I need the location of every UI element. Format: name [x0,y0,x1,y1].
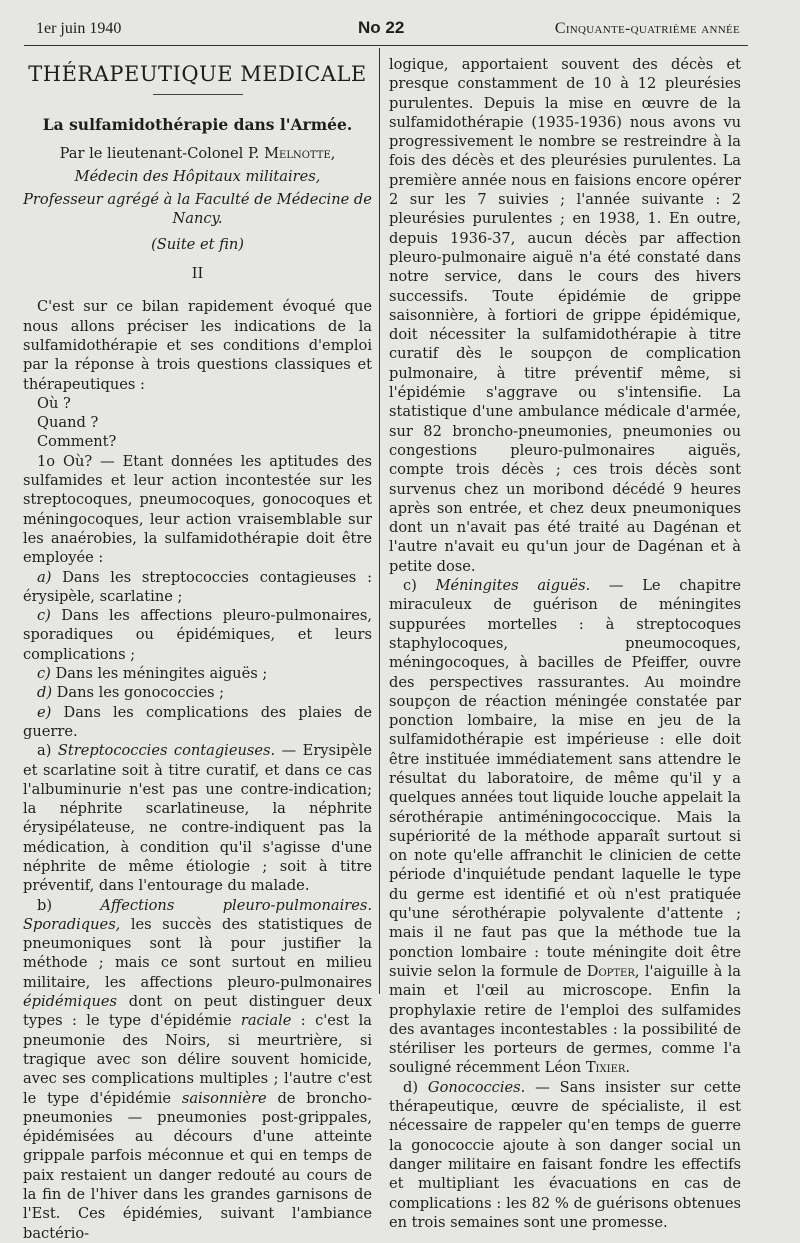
paragraph: a) Streptococcies contagieuses. — Erysipèle et scarlatine soit à titre curatif, et dans ce cas l'albuminurie n'est pas une contre-indication; la néphrite scarlatineuse, la néphrite érysipélateuse, ne contre-indiquent pas la médication, à condition qu'il s'agisse d'une néphrite de même étiologie ; soit à titre préventif, dans l'entourage du malade. [23,742,372,895]
section-number: II [191,265,204,283]
question: Où ? [37,394,71,412]
title-rule [153,94,243,95]
right-column [389,55,741,1232]
question: Comment? [37,433,117,451]
paragraph: d) Gonococcies. — Sans insister sur cette thérapeutique, œuvre de spécialiste, il est nécessaire de rappeler qu'en temps de guerre la gonococcie ajoute à son danger social un danger militaire en faisant fondre les effectifs et multipliant les évacuations en cas de complications : les 82 % de guérisons obtenues en trois semaines sont une promesse. [389,1078,741,1231]
list-item: e) Dans les complications des plaies de guerre. [23,703,372,740]
header-rule [24,45,748,46]
article-title: La sulfamidothérapie dans l'Armée. [42,115,353,135]
list-item: a) Dans les streptococcies contagieuses : érysipèle, scarlatine ; [23,568,372,605]
author-prefix: Par le lieutenant-Colonel P. [59,144,265,162]
list-item: c) Dans les méningites aiguës ; [37,665,268,683]
issue-number: No 22 [358,18,405,37]
list-item: c) Dans les affections pleuro-pulmonaires, sporadiques ou épidémiques, et leurs complications ; [23,607,372,663]
section-title: THÉRAPEUTIQUE MEDICALE [28,62,367,86]
continuation-note: (Suite et fin) [151,235,244,253]
paragraph: 1o Où? — Etant données les aptitudes des sulfamides et leur action incontestée sur les streptocoques, pneumocoques, gonocoques et méningocoques, leur action vraisemblable sur les anaérobies, la sulfamidothérapie doit être employée : [23,452,372,567]
paragraph: logique, apportaient souvent des décès et presque constamment de 10 à 12 pleurésies purulentes. Depuis la mise en œuvre de la sulfamidothérapie (1935-1936) nous avons vu progressivement le nombre se restreindre à la fois des décès et des pleurésies purulentes. La première année nous en faisions encore opérer 2 sur les 7 suivies ; l'année suivante : 2 pleurésies purulentes ; en 1938, 1. En outre, depuis 1936-37, aucun décès par affection pleuro-pulmonaire aiguë n'a été constaté dans notre service, dans le cours des hivers successifs. Toute épidémie de grippe saisonnière, à fortiori de grippe épidémique, doit nécessiter la sulfamidothérapie à titre curatif dès le soupçon de complication pulmonaire, à titre préventif même, si l'épidémie s'aggrave ou s'intensifie. La statistique d'une ambulance médicale d'armée, sur 82 broncho-pneumonies, pneumonies ou congestions pleuro-pulmonaires aiguës, compte trois décès ; ces trois décès sont survenus chez un moribond décédé 9 heures après son entrée, et chez deux pneumoniques dont un n'avait pas été traité au Dagénan et l'autre n'avait eu qu'un jour de Dagénan et à petite dose. [389,56,741,575]
issue-date: 1er juin 1940 [36,20,122,37]
affiliation-1: Médecin des Hôpitaux militaires, [74,167,321,185]
running-header [36,18,740,44]
author-name: Melnotte, [264,144,336,162]
author-line [23,144,372,163]
paragraph: c) Méningites aiguës. — Le chapitre miraculeux de guérison de méningites suppurées mortelles : à streptocoques staphylocoques, pneumocoques, méningocoques, à bacilles de Pfeiffer, ouvre des perspectives rassurantes. Au moindre soupçon de réaction méningée constatée par ponction lombaire, la mise en jeu de la sulfamidothérapie est impérieuse : elle doit être instituée immédiatement sans attendre le résultat du laboratoire, de même qu'il y a quelques années tout liquide louche appelait la sérothérapie antiméningococcique. Mais la supériorité de la méthode apparaît surtout si on note qu'elle affranchit le clinicien de cette période d'inquiétude pendant laquelle le type du germe est identifié et où n'est pratiquée qu'une sérothérapie polyvalente d'attente ; mais il ne faut pas que la méthode tue la ponction lombaire : toute méningite doit être suivie selon la formule de Dopter, l'aiguille à la main et l'œil au microscope. Enfin la prophylaxie retire de l'emploi des sulfamides des avantages incontestables : la possibilité de stériliser les porteurs de germes, comme l'a souligné récemment Léon Tixier. [389,577,741,1077]
paragraph: C'est sur ce bilan rapidement évoqué que nous allons préciser les indications de la sulfamidothérapie et ses conditions d'emploi par la réponse à trois questions classiques et thérapeutiques : [23,298,372,393]
affiliation-2: Professeur agrégé à la Faculté de Médecine de Nancy. [23,191,372,228]
volume-year: Cinquante-quatrième année [554,20,740,37]
left-column [23,63,372,1243]
paragraph: b) Affections pleuro-pulmonaires. Sporadiques, les succès des statistiques de pneumoniques sont là pour justifier la méthode ; mais ce sont surtout en milieu militaire, les affections pleuro-pulmonaires épidémiques dont on peut distinguer deux types : le type d'épidémie raciale : c'est la pneumonie des Noirs, si meurtrière, si tragique avec son délire souvent homicide, avec ses complications multiples ; l'autre c'est le type d'épidémie saisonnière de broncho-pneumonies — pneumonies post-grippales, épidémisées au décours d'une atteinte grippale parfois méconnue et qui en temps de paix restaient un danger redouté au cours de la fin de l'hiver dans les grandes garnisons de l'Est. Ces épidémies, suivant l'ambiance bactério- [23,896,372,1242]
column-divider [379,48,380,994]
question: Quand ? [37,414,99,432]
list-item: d) Dans les gonococcies ; [37,684,225,702]
